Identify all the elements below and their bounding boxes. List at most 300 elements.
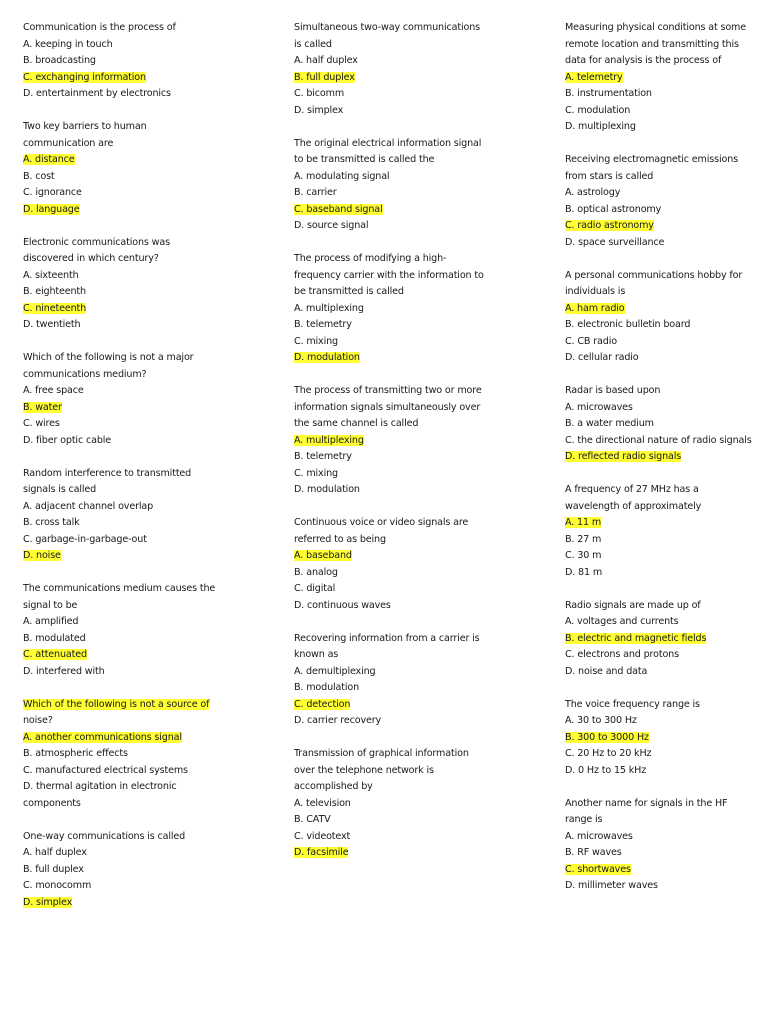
question-text: [294, 251, 544, 268]
question-block: [23, 235, 273, 334]
highlighted-text: D. language: [23, 203, 80, 215]
line-text: noise?: [23, 715, 53, 726]
answer-option: [23, 86, 273, 103]
line-text: Electronic communications was: [23, 236, 170, 248]
line-text: accomplished by: [294, 781, 373, 792]
question-text: [565, 37, 765, 54]
line-text: D. cellular radio: [565, 352, 639, 363]
line-text: B. eighteenth: [23, 286, 86, 297]
question-text: [565, 284, 765, 301]
line-text: One-way communications is called: [23, 830, 186, 842]
line-text: components: [23, 797, 81, 809]
line-text: C. modulation: [565, 104, 631, 116]
question-block: [565, 697, 765, 780]
answer-option: [23, 878, 273, 895]
question-block: [23, 829, 273, 912]
line-text: discovered in which century?: [23, 253, 159, 264]
question-text: [294, 647, 544, 664]
question-block: [294, 136, 544, 235]
answer-option: [23, 383, 273, 400]
question-block: [294, 383, 544, 499]
line-text: Simultaneous two-way communications: [294, 22, 480, 33]
highlighted-text: A. another communications signal: [23, 731, 182, 743]
question-text: [565, 482, 765, 499]
question-text: [294, 779, 544, 796]
answer-option: [23, 317, 273, 334]
question-text: [294, 631, 544, 648]
answer-option: [565, 631, 765, 648]
answer-option: [23, 862, 273, 879]
question-block: [23, 466, 273, 565]
answer-option: [565, 829, 765, 846]
answer-option: [294, 466, 544, 483]
question-text: [23, 598, 273, 615]
answer-option: [565, 433, 765, 450]
line-text: C. garbage-in-garbage-out: [23, 533, 147, 545]
answer-option: [565, 400, 765, 417]
answer-option: [294, 169, 544, 186]
answer-option: [565, 334, 765, 351]
highlighted-text: A. telemetry: [565, 71, 623, 83]
line-text: B. telemetry: [294, 451, 352, 462]
line-text: B. optical astronomy: [565, 203, 662, 215]
question-block: [294, 631, 544, 730]
answer-option: [294, 301, 544, 318]
line-text: A. half duplex: [294, 55, 358, 66]
question-text: [23, 235, 273, 252]
answer-option: [565, 878, 765, 895]
line-text: C. the directional nature of radio signals: [565, 434, 752, 446]
question-block: [565, 482, 765, 581]
answer-option: [23, 779, 273, 796]
answer-option: [23, 730, 273, 747]
highlighted-text: D. facsimile: [294, 847, 349, 858]
line-text: D. modulation: [294, 484, 360, 495]
answer-option: [565, 350, 765, 367]
question-text: [565, 383, 765, 400]
line-text: A. demultiplexing: [294, 665, 376, 677]
line-text: Measuring physical conditions at some: [565, 22, 747, 33]
answer-option: [294, 598, 544, 615]
question-text: [294, 284, 544, 301]
line-text: signals is called: [23, 484, 97, 495]
highlighted-text: A. ham radio: [565, 302, 625, 314]
answer-option: [23, 202, 273, 219]
highlighted-text: C. exchanging information: [23, 71, 146, 83]
question-text: [565, 812, 765, 829]
question-block: [565, 268, 765, 367]
answer-option: [23, 70, 273, 87]
answer-option: [23, 664, 273, 681]
question-text: [23, 367, 273, 384]
line-text: to be transmitted is called the: [294, 154, 435, 165]
line-text: B. broadcasting: [23, 55, 96, 66]
line-text: B. modulated: [23, 632, 86, 644]
answer-option: [294, 350, 544, 367]
answer-option: [565, 730, 765, 747]
question-block: [294, 746, 544, 862]
answer-option: [23, 499, 273, 516]
answer-option: [294, 185, 544, 202]
line-text: B. carrier: [294, 187, 337, 198]
line-text: A. adjacent channel overlap: [23, 500, 154, 512]
answer-option: [565, 70, 765, 87]
line-text: from stars is called: [565, 170, 654, 182]
answer-option: [294, 317, 544, 334]
line-text: C. monocomm: [23, 880, 92, 891]
highlighted-text: C. radio astronomy: [565, 220, 654, 231]
line-text: C. bicomm: [294, 88, 345, 99]
answer-option: [23, 763, 273, 780]
answer-option: [294, 548, 544, 565]
question-text: [294, 383, 544, 400]
answer-option: [565, 614, 765, 631]
question-text: [23, 482, 273, 499]
answer-option: [23, 433, 273, 450]
highlighted-text: D. reflected radio signals: [565, 451, 682, 462]
line-text: D. millimeter waves: [565, 880, 658, 891]
answer-option: [294, 664, 544, 681]
line-text: C. manufactured electrical systems: [23, 764, 188, 776]
line-text: D. simplex: [294, 104, 344, 116]
line-text: A personal communications hobby for: [565, 269, 743, 281]
line-text: A. microwaves: [565, 401, 633, 413]
highlighted-text: B. water: [23, 401, 62, 413]
answer-option: [565, 416, 765, 433]
line-text: A. 30 to 300 Hz: [565, 715, 637, 726]
line-text: C. 20 Hz to 20 kHz: [565, 748, 652, 759]
answer-option: [565, 185, 765, 202]
question-text: [294, 152, 544, 169]
line-text: A. free space: [23, 385, 84, 396]
line-text: A. keeping in touch: [23, 38, 113, 50]
line-text: Communication is the process of: [23, 22, 176, 33]
question-text: [23, 20, 273, 37]
answer-option: [565, 515, 765, 532]
line-text: communications medium?: [23, 368, 147, 380]
answer-option: [294, 796, 544, 813]
line-text: D. thermal agitation in electronic: [23, 781, 177, 792]
question-block: [23, 20, 273, 103]
answer-option: [565, 86, 765, 103]
line-text: C. 30 m: [565, 550, 602, 561]
question-text: [294, 136, 544, 153]
answer-option: [23, 416, 273, 433]
question-text: [565, 796, 765, 813]
question-text: [23, 581, 273, 598]
line-text: D. fiber optic cable: [23, 434, 112, 446]
highlighted-text: A. 11 m: [565, 517, 602, 528]
answer-option: [565, 449, 765, 466]
answer-option: [294, 202, 544, 219]
highlighted-text: D. simplex: [23, 896, 73, 908]
line-text: D. noise and data: [565, 665, 648, 677]
highlighted-text: B. full duplex: [294, 71, 355, 83]
question-text: [23, 697, 273, 714]
answer-option: [565, 862, 765, 879]
line-text: B. analog: [294, 566, 338, 578]
answer-option: [565, 218, 765, 235]
question-text: [294, 20, 544, 37]
answer-option: [294, 482, 544, 499]
line-text: C. wires: [23, 418, 60, 429]
question-text: [23, 713, 273, 730]
line-text: B. full duplex: [23, 863, 84, 875]
line-text: C. mixing: [294, 467, 338, 479]
answer-option: [565, 845, 765, 862]
answer-option: [565, 647, 765, 664]
question-text: [565, 169, 765, 186]
line-text: D. continuous waves: [294, 599, 391, 611]
answer-option: [294, 334, 544, 351]
line-text: A. modulating signal: [294, 170, 390, 182]
line-text: information signals simultaneously over: [294, 401, 481, 413]
answer-option: [565, 548, 765, 565]
answer-option: [565, 763, 765, 780]
answer-option: [23, 268, 273, 285]
column-3: [565, 20, 765, 911]
answer-option: [294, 713, 544, 730]
line-text: wavelength of approximately: [565, 500, 702, 512]
line-text: A. multiplexing: [294, 302, 364, 314]
answer-option: [23, 746, 273, 763]
question-text: [294, 400, 544, 417]
answer-option: [23, 400, 273, 417]
highlighted-text: B. 300 to 3000 Hz: [565, 731, 649, 743]
line-text: B. cross talk: [23, 517, 80, 528]
answer-option: [294, 581, 544, 598]
question-block: [565, 383, 765, 466]
line-text: B. electronic bulletin board: [565, 319, 691, 330]
highlighted-text: C. nineteenth: [23, 302, 87, 314]
answer-option: [23, 614, 273, 631]
answer-option: [294, 829, 544, 846]
answer-option: [565, 713, 765, 730]
line-text: C. ignorance: [23, 187, 82, 198]
line-text: D. 0 Hz to 15 kHz: [565, 764, 647, 776]
question-block: [294, 20, 544, 119]
answer-option: [23, 548, 273, 565]
answer-option: [294, 433, 544, 450]
line-text: B. instrumentation: [565, 88, 652, 99]
answer-option: [294, 812, 544, 829]
answer-option: [294, 86, 544, 103]
line-text: D. entertainment by electronics: [23, 88, 171, 99]
line-text: frequency carrier with the information to: [294, 269, 484, 281]
line-text: individuals is: [565, 286, 626, 297]
line-text: B. atmospheric effects: [23, 748, 128, 759]
answer-option: [294, 565, 544, 582]
answer-option: [23, 895, 273, 912]
line-text: D. 81 m: [565, 566, 603, 578]
question-block: [565, 796, 765, 895]
question-text: [565, 53, 765, 70]
line-text: A. sixteenth: [23, 269, 79, 281]
question-text: [294, 416, 544, 433]
line-text: signal to be: [23, 599, 78, 611]
line-text: The voice frequency range is: [565, 698, 700, 710]
highlighted-text: A. baseband: [294, 550, 352, 561]
question-text: [565, 499, 765, 516]
question-text: [23, 251, 273, 268]
answer-option: [23, 37, 273, 54]
answer-option: [565, 565, 765, 582]
highlighted-text: A. multiplexing: [294, 434, 364, 446]
answer-option: [23, 284, 273, 301]
line-text: C. videotext: [294, 830, 351, 842]
answer-option: [565, 532, 765, 549]
question-text: [565, 598, 765, 615]
highlighted-text: C. detection: [294, 698, 351, 710]
answer-option: [23, 53, 273, 70]
line-text: D. space surveillance: [565, 236, 665, 248]
answer-option: [294, 218, 544, 235]
line-text: B. cost: [23, 170, 55, 182]
question-block: [23, 119, 273, 218]
question-block: [565, 598, 765, 681]
highlighted-text: C. attenuated: [23, 649, 87, 660]
line-text: B. 27 m: [565, 533, 602, 545]
answer-option: [294, 845, 544, 862]
column-2: [294, 20, 544, 878]
line-text: B. CATV: [294, 814, 331, 825]
highlighted-text: B. electric and magnetic fields: [565, 632, 707, 644]
answer-option: [23, 515, 273, 532]
line-text: is called: [294, 38, 332, 50]
answer-option: [23, 532, 273, 549]
line-text: Continuous voice or video signals are: [294, 517, 469, 528]
line-text: Random interference to transmitted: [23, 467, 192, 479]
question-block: [23, 581, 273, 680]
line-text: remote location and transmitting this: [565, 38, 739, 50]
line-text: A. amplified: [23, 616, 79, 627]
answer-option: [565, 235, 765, 252]
question-text: [565, 697, 765, 714]
question-text: [565, 152, 765, 169]
answer-option: [565, 317, 765, 334]
answer-option: [23, 301, 273, 318]
question-block: [294, 515, 544, 614]
line-text: A. astrology: [565, 187, 621, 198]
highlighted-text: D. noise: [23, 550, 61, 561]
line-text: D. interfered with: [23, 665, 105, 677]
answer-option: [565, 664, 765, 681]
line-text: The process of transmitting two or more: [294, 385, 482, 396]
answer-option: [294, 53, 544, 70]
question-text: [23, 466, 273, 483]
answer-option: [23, 152, 273, 169]
line-text: A. voltages and currents: [565, 616, 679, 627]
answer-option: [565, 746, 765, 763]
line-text: Another name for signals in the HF: [565, 797, 728, 809]
column-1: [23, 20, 273, 928]
question-block: [23, 350, 273, 449]
line-text: data for analysis is the process of: [565, 55, 722, 66]
question-text: [23, 829, 273, 846]
question-text: [294, 532, 544, 549]
question-text: [565, 268, 765, 285]
highlighted-text: C. baseband signal: [294, 203, 383, 215]
highlighted-text: C. shortwaves: [565, 863, 631, 875]
answer-option: [294, 449, 544, 466]
question-text: [294, 763, 544, 780]
line-text: over the telephone network is: [294, 764, 434, 776]
line-text: The process of modifying a high-: [294, 253, 447, 264]
line-text: C. mixing: [294, 335, 338, 347]
line-text: C. electrons and protons: [565, 649, 679, 660]
question-block: [565, 20, 765, 136]
answer-option: [565, 103, 765, 120]
line-text: D. source signal: [294, 220, 369, 231]
line-text: Radio signals are made up of: [565, 599, 701, 611]
answer-option: [23, 845, 273, 862]
question-block: [565, 152, 765, 251]
line-text: Two key barriers to human: [23, 121, 147, 132]
line-text: A. television: [294, 797, 351, 809]
line-text: D. multiplexing: [565, 121, 636, 132]
answer-option: [294, 680, 544, 697]
answer-option: [294, 103, 544, 120]
highlighted-text: Which of the following is not a source of: [23, 698, 210, 710]
line-text: D. twentieth: [23, 319, 81, 330]
question-text: [23, 136, 273, 153]
line-text: communication are: [23, 137, 114, 149]
question-text: [23, 796, 273, 813]
line-text: known as: [294, 649, 339, 660]
question-text: [294, 746, 544, 763]
line-text: B. modulation: [294, 682, 360, 693]
line-text: B. RF waves: [565, 847, 622, 858]
line-text: C. CB radio: [565, 335, 617, 347]
question-text: [565, 20, 765, 37]
question-text: [294, 515, 544, 532]
line-text: A. half duplex: [23, 847, 87, 858]
line-text: C. digital: [294, 583, 336, 594]
line-text: A. microwaves: [565, 830, 633, 842]
highlighted-text: A. distance: [23, 154, 75, 165]
line-text: the same channel is called: [294, 418, 419, 429]
line-text: Which of the following is not a major: [23, 352, 194, 363]
answer-option: [23, 631, 273, 648]
line-text: Radar is based upon: [565, 385, 661, 396]
line-text: Transmission of graphical information: [294, 748, 469, 759]
answer-option: [565, 301, 765, 318]
answer-option: [23, 169, 273, 186]
line-text: A frequency of 27 MHz has a: [565, 484, 699, 495]
question-block: [294, 251, 544, 367]
answer-option: [23, 185, 273, 202]
answer-option: [565, 119, 765, 136]
answer-option: [23, 647, 273, 664]
question-text: [294, 37, 544, 54]
question-block: [23, 697, 273, 813]
answer-option: [565, 202, 765, 219]
line-text: be transmitted is called: [294, 286, 404, 297]
answer-option: [294, 697, 544, 714]
question-text: [23, 119, 273, 136]
highlighted-text: D. modulation: [294, 352, 360, 363]
line-text: range is: [565, 814, 603, 825]
answer-option: [294, 70, 544, 87]
question-text: [294, 268, 544, 285]
line-text: B. telemetry: [294, 319, 352, 330]
line-text: Receiving electromagnetic emissions: [565, 154, 738, 165]
line-text: referred to as being: [294, 533, 386, 545]
line-text: The original electrical information signal: [294, 137, 482, 149]
line-text: Recovering information from a carrier is: [294, 632, 480, 644]
line-text: D. carrier recovery: [294, 715, 382, 726]
line-text: B. a water medium: [565, 418, 654, 429]
